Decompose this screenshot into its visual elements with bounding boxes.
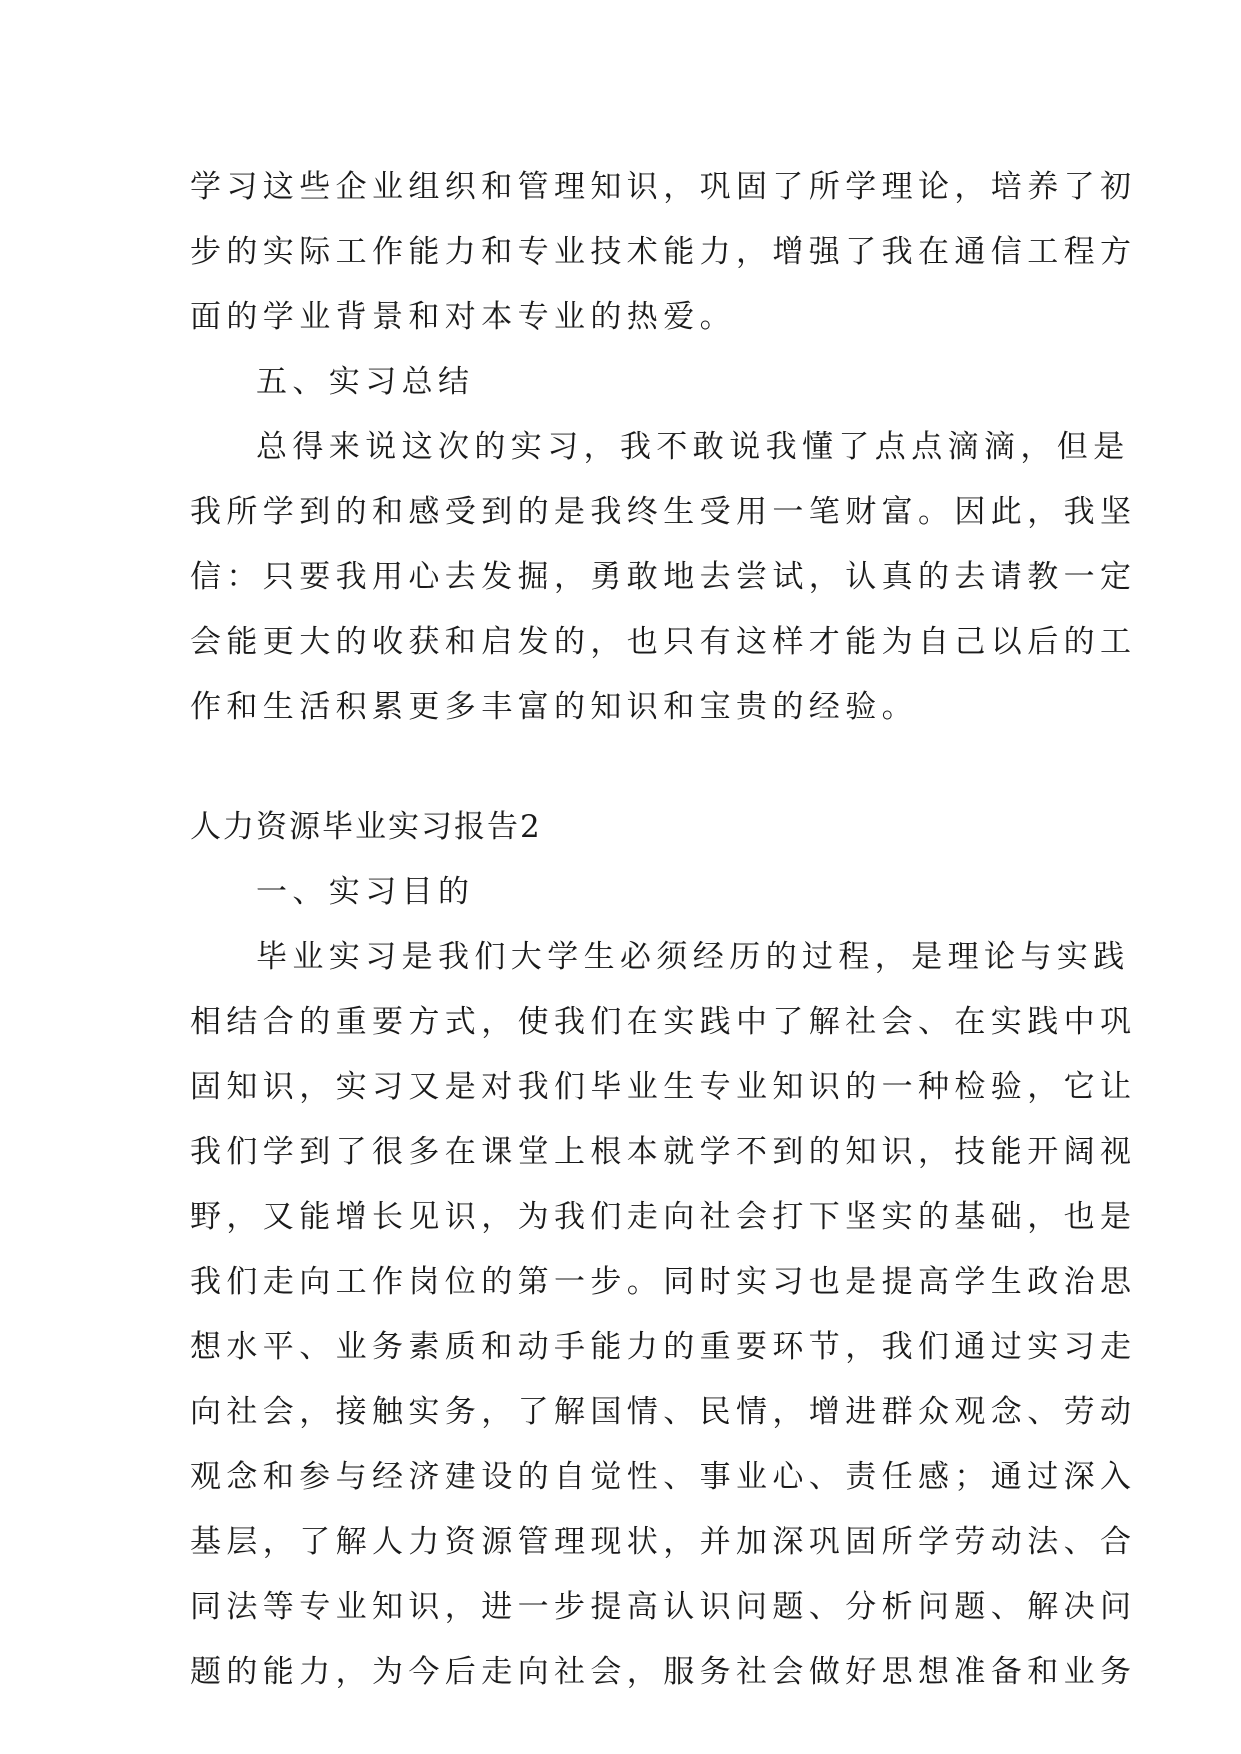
paragraph-line: 我们走向工作岗位的第一步。同时实习也是提高学生政治思 (190, 1264, 1137, 1300)
paragraph-line: 野，又能增长见识，为我们走向社会打下坚实的基础，也是 (190, 1199, 1137, 1235)
paragraph-line: 固知识，实习又是对我们毕业生专业知识的一种检验，它让 (190, 1069, 1137, 1105)
paragraph-line: 题的能力，为今后走向社会，服务社会做好思想准备和业务 (190, 1654, 1137, 1690)
document-body (190, 155, 1137, 1705)
paragraph-line: 毕业实习是我们大学生必须经历的过程，是理论与实践 (256, 939, 1130, 975)
paragraph-line: 面的学业背景和对本专业的热爱。 (190, 299, 736, 335)
paragraph-line: 我们学到了很多在课堂上根本就学不到的知识，技能开阔视 (190, 1134, 1137, 1170)
paragraph-line: 总得来说这次的实习，我不敢说我懂了点点滴滴，但是 (256, 429, 1130, 465)
paragraph-gap (190, 740, 1050, 795)
paragraph-line: 会能更大的收获和启发的，也只有这样才能为自己以后的工 (190, 624, 1137, 660)
report-title: 人力资源毕业实习报告2 (190, 809, 542, 845)
paragraph-line: 信：只要我用心去发掘，勇敢地去尝试，认真的去请教一定 (190, 559, 1137, 595)
paragraph-line: 相结合的重要方式，使我们在实践中了解社会、在实践中巩 (190, 1004, 1137, 1040)
paragraph-line: 想水平、业务素质和动手能力的重要环节，我们通过实习走 (190, 1329, 1137, 1365)
paragraph-line: 我所学到的和感受到的是我终生受用一笔财富。因此，我坚 (190, 494, 1137, 530)
paragraph-line: 学习这些企业组织和管理知识，巩固了所学理论，培养了初 (190, 169, 1137, 205)
section-heading: 一、实习目的 (256, 874, 475, 910)
section-heading: 五、实习总结 (256, 364, 475, 400)
paragraph-line: 观念和参与经济建设的自觉性、事业心、责任感；通过深入 (190, 1459, 1137, 1495)
paragraph-line: 同法等专业知识，进一步提高认识问题、分析问题、解决问 (190, 1589, 1137, 1625)
paragraph-line: 向社会，接触实务，了解国情、民情，增进群众观念、劳动 (190, 1394, 1137, 1430)
paragraph-line: 基层，了解人力资源管理现状，并加深巩固所学劳动法、合 (190, 1524, 1137, 1560)
paragraph-line: 步的实际工作能力和专业技术能力，增强了我在通信工程方 (190, 234, 1137, 270)
paragraph-line: 作和生活积累更多丰富的知识和宝贵的经验。 (190, 689, 918, 725)
